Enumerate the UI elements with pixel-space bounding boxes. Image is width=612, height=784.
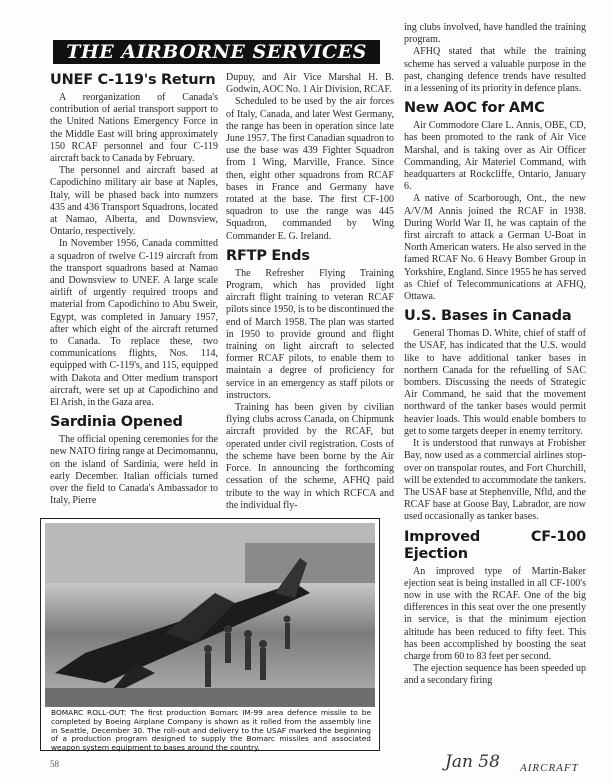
paragraph: Scheduled to be used by the air forces of Italy, Canada, and later West Germany, the range has been in operation since late June 1957. The first Canadian squadron to use the base was 439 Fighter Squadron from 1 Wing, Marville, France. Since then, eight other squadrons from RCAF bases in France and Germany have rotated at the base. The first CF-100 squadron to use the range was 445 Squadron, commanded by Wing Commander E. G. Ireland. (226, 96, 394, 242)
article-title-us-bases: U.S. Bases in Canada (404, 308, 572, 325)
paragraph: AFHQ stated that while the training scheme has served a valuable purpose in the past, changing defence trends have resulted in a lessening of its priority in defence plans. (404, 46, 586, 95)
paragraph: Dupuy, and Air Vice Marshal H. B. Godwin, AOC No. 1 Air Division, RCAF. (226, 72, 394, 96)
paragraph: Training has been given by civilian flying clubs across Canada, on Chipmunk aircraft provided by the RCAF, but operated under civil registration. Costs of the scheme have been borne by the Air Force. In announcing the forthcoming cessation of the scheme, AFHQ paid tribute to the way in which RCFCA and the individual fly- (226, 402, 394, 511)
paragraph: A reorganization of Canada's contribution of aerial transport support to the United Nations Emergency Force in the Middle East will bring approximately 150 RCAF personnel and four C-119 aircraft back to Canada by February. (50, 92, 218, 165)
photo-figure (40, 518, 380, 751)
column-1 (50, 67, 218, 508)
article-title-aoc: New AOC for AMC (404, 100, 545, 117)
paragraph: The ejection sequence has been speeded up and a secondary firing (404, 663, 586, 687)
handwritten-date: Jan 58 (445, 752, 500, 772)
paragraph: ing clubs involved, have handled the training program. (404, 22, 586, 46)
column-3 (404, 14, 586, 688)
page-number: 58 (50, 759, 59, 769)
missile-illustration (45, 523, 375, 707)
paragraph: The Refresher Flying Training Program, which has provided light aircraft flight training to veteran RCAF pilots since 1950, is to be discontinued the end of March 1958. The plan was started in 1950 to provide ground and flight training on light aircraft to selected former RCAF pilots, to enable them to maintain a degree of proficiency for service in an emergency as staff pilots or instructors. (226, 267, 394, 401)
paragraph: Air Commodore Clare L. Annis, OBE, CD, has been promoted to the rank of Air Vice Marshal, and is taking over as Air Officer Commanding, Air Materiel Command, with headquarters at Rockcliffe, Ontario, January 6. (404, 120, 586, 193)
article-title-unef: UNEF C-119's Return (50, 72, 216, 88)
paragraph: In November 1956, Canada committed a squadron of twelve C-119 aircraft from the transport squadrons based at Namao and Downsview to UNEF. A large scale airlift of urgently required troops and material from Capodichino to Abu Sweir, Egypt, was completed in January 1957, after which eight of the aircraft returned to Canada. To replace these, two communications flights, Nos. 114, equipped with C-119's, and 115, equipped with Dakota and Otter medium transport aircraft, were set up at Capodichino and El Arish, in the Gaza area. (50, 238, 218, 409)
paragraph: General Thomas D. White, chief of staff of the USAF, has indicated that the U.S. would like to have additional tanker bases in northern Canada for the refuelling of SAC bombers. Discussing the needs of Strategic Air Command, he said that the movement northward of the tanker bases would permit heavier loads. This would enable bombers to get to some targets deeper in enemy territory. (404, 328, 586, 437)
paragraph: It is understood that runways at Frobisher Bay, now used as a commercial airlines stop-over on transpolar routes, and Fort Churchill, will be extended to accommodate the tankers. The USAF base at Stephenville, Nfld, and the RCAF base at Goose Bay, Labrador, are now used occasionally as tanker bases. (404, 438, 586, 523)
article-title-cf100: Improved CF-100 Ejection (404, 528, 586, 562)
photo-caption: BOMARC ROLL-OUT: The first production Bomarc IM-99 area defence missile to be completed by Boeing Airplane Company is shown as it rolled from the assembly line in Seattle, December 30. The roll-out and delivery to the USAF marked the beginning of a production program designed to supply the Bomarc missiles and associated weapon system equipment to bases around the country. (51, 708, 371, 753)
magazine-name: AIRCRAFT (520, 762, 579, 774)
paragraph: A native of Scarborough, Ont., the new A/V/M Annis joined the RCAF in 1938. During World War II, he was captain of the first aircraft to attack a German U-Boat in North American waters. He also served in the famed RCAF No. 6 Heavy Bomber Group in Yorkshire, England. Since 1955 he has served as Chief of Telecommunications at AFHQ, Ottawa. (404, 193, 586, 303)
article-title-rftp: RFTP Ends (226, 247, 310, 264)
bomarc-missile-photo (45, 523, 375, 707)
paragraph: An improved type of Martin-Baker ejection seat is being installed in all CF-100's now in use with the RCAF. One of the big differences in this seat over the one presently in service, is that the minimum ejection altitude has been reduced to fifty feet. This has been accomplished by boosting the seat charge from 60 to 83 feet per second. (404, 565, 586, 662)
paragraph: The official opening ceremonies for the new NATO firing range at Decimomannu, on the island of Sardinia, were held in early December. Italian officials turned over the field to Canada's Ambassador to Italy, Pierre (50, 434, 218, 507)
paragraph: The personnel and aircraft based at Capodichino military air base at Naples, Italy, will be phased back into numzers 435 and 436 Transport Squadrons, located at Namao, Alberta, and Downsview, Ontario, respectively. (50, 165, 218, 238)
section-banner: THE AIRBORNE SERVICES (53, 40, 380, 64)
column-2 (226, 67, 394, 512)
article-title-sardinia: Sardinia Opened (50, 414, 183, 431)
